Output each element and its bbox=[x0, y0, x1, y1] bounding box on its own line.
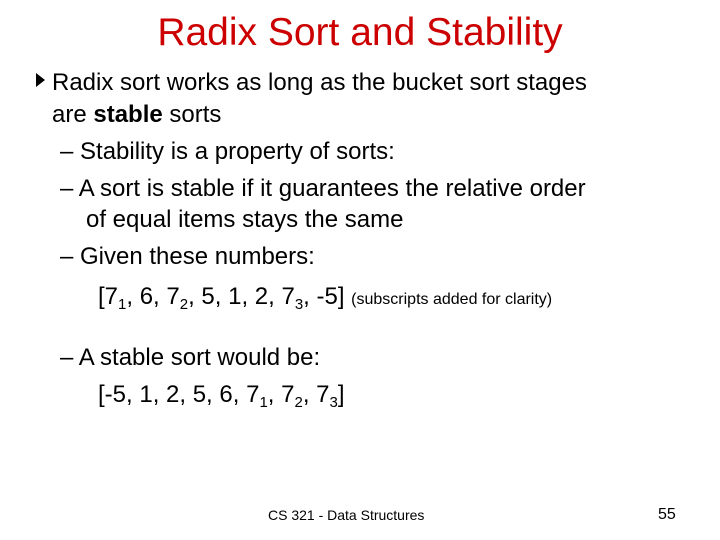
subscript-note: (subscripts added for clarity) bbox=[351, 291, 553, 308]
seq-2-sub-3: 3 bbox=[329, 394, 338, 411]
bullet-1-cont-pre: are bbox=[52, 101, 94, 128]
seq-2-open: [-5, 1, 2, 5, 6, 7 bbox=[98, 381, 260, 408]
footer-course: CS 321 - Data Structures bbox=[268, 507, 425, 523]
seq-1-part-b: , 5, 1, 2, 7 bbox=[188, 283, 295, 310]
seq-2-sub-2: 2 bbox=[294, 394, 303, 411]
bullet-radix-sort-continued bbox=[52, 100, 221, 130]
bullet-1-text: Radix sort works as long as the bucket sort stages bbox=[52, 69, 587, 96]
seq-1-sub-2: 2 bbox=[179, 296, 189, 313]
bullet-1-cont-bold: stable bbox=[93, 101, 163, 128]
bullet-arrow-icon bbox=[36, 73, 45, 87]
seq-2-part-a: , 7 bbox=[267, 381, 295, 408]
seq-1-open: [7 bbox=[98, 283, 119, 310]
sub-bullet-stability-property: – Stability is a property of sorts: bbox=[60, 138, 395, 165]
slide-title: Radix Sort and Stability bbox=[157, 11, 563, 54]
sub-bullet-stable-definition-continued: of equal items stays the same bbox=[86, 206, 404, 233]
bullet-radix-sort bbox=[52, 68, 587, 98]
seq-1-sub-3: 3 bbox=[294, 296, 304, 313]
seq-2-part-b: , 7 bbox=[302, 381, 330, 408]
seq-1-part-a: , 6, 7 bbox=[126, 283, 180, 310]
seq-2-part-c: ] bbox=[337, 381, 345, 408]
sorted-sequence bbox=[98, 380, 345, 410]
sub-bullet-stable-definition: – A sort is stable if it guarantees the relative order bbox=[60, 175, 586, 202]
page-number: 55 bbox=[658, 506, 676, 523]
bullet-1-cont-post: sorts bbox=[162, 101, 222, 128]
sub-bullet-given-numbers: – Given these numbers: bbox=[60, 243, 315, 270]
seq-1-sub-1: 1 bbox=[118, 296, 127, 313]
sub-bullet-stable-result: – A stable sort would be: bbox=[60, 344, 321, 371]
input-sequence bbox=[98, 282, 552, 315]
seq-1-part-c: , -5] bbox=[303, 283, 345, 310]
seq-2-sub-1: 1 bbox=[259, 394, 268, 411]
